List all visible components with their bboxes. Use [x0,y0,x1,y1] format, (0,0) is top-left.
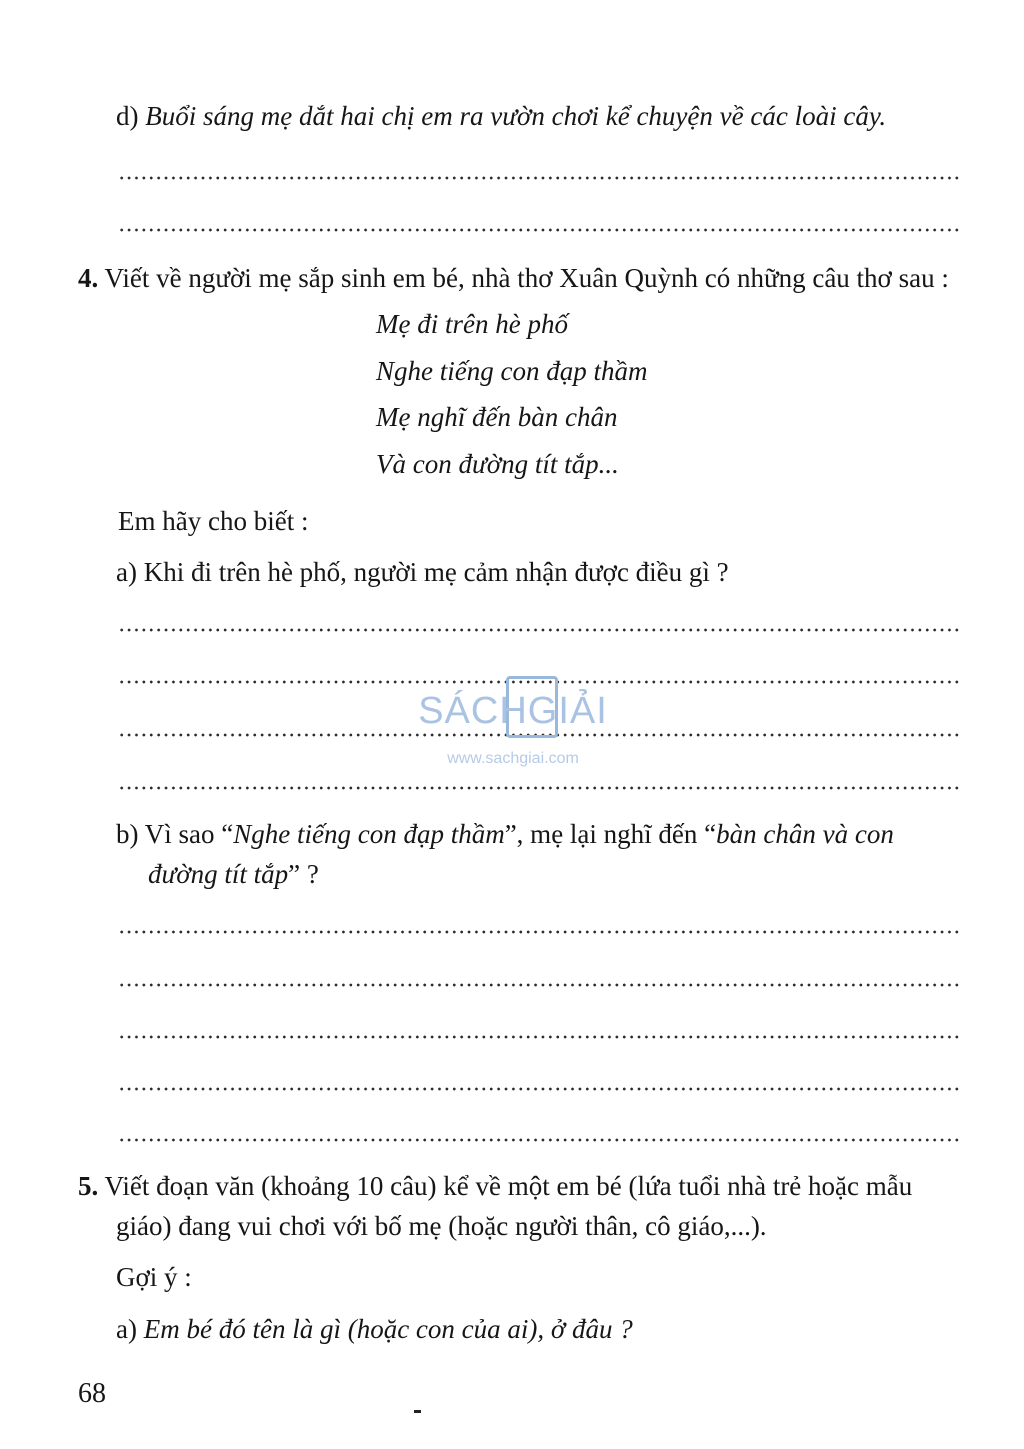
answer-line[interactable] [118,1087,962,1091]
answer-line[interactable] [118,786,962,790]
question-4b-cont [148,858,319,890]
answer-line[interactable] [118,983,962,987]
poem-line-4: Và con đường tít tắp... [376,449,619,479]
question-4b-text: ”, mẹ lại nghĩ đến “ [504,819,717,849]
question-4 [78,262,949,294]
question-5 [78,1170,912,1202]
scan-speck [414,1410,421,1413]
question-5-line1: Viết đoạn văn (khoảng 10 câu) kể về một em bé (lứa tuổi nhà trẻ hoặc mẫu [104,1171,913,1201]
answer-line[interactable] [118,176,962,180]
question-4b-text: b) Vì sao “ [116,819,234,849]
question-5a [116,1313,633,1345]
poem-line-1: Mẹ đi trên hè phố [376,309,568,339]
poem-line-3: Mẹ nghĩ đến bàn chân [376,402,618,432]
question-4b-quote: bàn chân và con [716,819,894,849]
question-5-hint: Gợi ý : [116,1262,192,1292]
question-5a-text: Em bé đó tên là gì (hoặc con của ai), ở đâu ? [143,1314,633,1344]
page-number: 68 [78,1378,106,1409]
watermark-brand: SÁCHGIẢI [418,690,608,732]
watermark-url: www.sachgiai.com [447,750,579,767]
question-3d-text: Buổi sáng mẹ dắt hai chị em ra vườn chơi kể chuyện về các loài cây. [145,101,887,131]
question-4b-quote: Nghe tiếng con đạp thầm [233,819,505,849]
answer-line[interactable] [118,228,962,232]
answer-line[interactable] [118,1138,962,1142]
question-4-prompt: Viết về người mẹ sắp sinh em bé, nhà thơ Xuân Quỳnh có những câu thơ sau : [104,263,949,293]
question-4b-text: ” ? [288,859,319,889]
poem-line-2: Nghe tiếng con đạp thầm [376,356,648,386]
question-4b [116,818,894,850]
question-3d-label: d) [116,101,139,131]
question-4-number: 4. [78,263,99,293]
question-4a: a) Khi đi trên hè phố, người mẹ cảm nhận được điều gì ? [116,557,729,587]
question-4b-quote: đường tít tắp [148,859,289,889]
question-5a-label: a) [116,1314,137,1344]
answer-line[interactable] [118,930,962,934]
question-5-line2: giáo) đang vui chơi với bố mẹ (hoặc người thân, cô giáo,...). [116,1211,767,1241]
answer-line[interactable] [118,628,962,632]
question-4-ask: Em hãy cho biết : [118,506,309,536]
watermark [408,676,618,776]
question-3d [116,100,886,132]
answer-line[interactable] [118,1035,962,1039]
question-5-number: 5. [78,1171,99,1201]
